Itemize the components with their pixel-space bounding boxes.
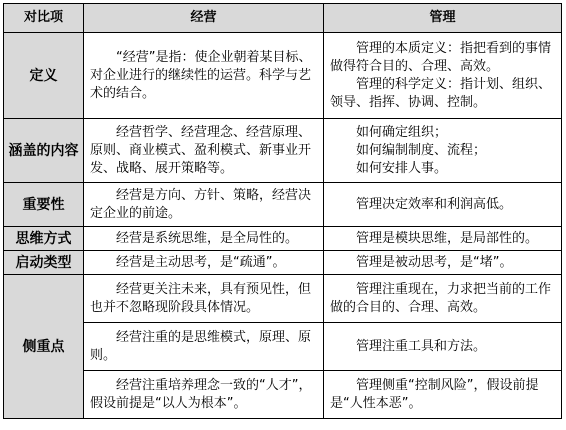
header-row [4,4,562,33]
definition-guanli-cell [324,33,562,119]
row-scope [4,119,562,183]
focus-guanli-cell: 管理侧重“控制风险”，假设前提是“人性本恶”。 [324,371,562,419]
row-focus-2 [4,323,562,371]
scope-guanli-item: 如何确定组织； [356,124,448,140]
startup-guanli-cell: 管理是被动思考，是“堵”。 [324,251,562,275]
row-label-focus: 侧重点 [4,275,84,419]
importance-guanli-cell: 管理决定效率和利润高低。 [324,183,562,227]
thinking-guanli-cell: 管理是模块思维，是局部性的。 [324,227,562,251]
row-startup [4,251,562,275]
scope-guanli-cell [324,119,562,183]
header-compare-item: 对比项 [4,4,84,33]
row-label-definition: 定义 [4,33,84,119]
row-focus-3 [4,371,562,419]
importance-jingying-cell: 经营是方向、方针、策略，经营决定企业的前途。 [84,183,324,227]
header-guanli: 管理 [324,4,562,33]
row-definition [4,33,562,119]
focus-jingying-cell: 经营更关注未来，具有预见性，但也并不忽略现阶段具体情况。 [84,275,324,323]
header-jingying: 经营 [84,4,324,33]
definition-guanli-science: 管理的科学定义：指计划、组织、领导、指挥、协调、控制。 [330,76,552,110]
focus-jingying-cell: 经营注重的是思维模式，原理、原则。 [84,323,324,371]
definition-jingying-cell: “经营”是指：使企业朝着某目标、对企业进行的继续性的运营。科学与艺术的结合。 [84,33,324,119]
definition-guanli-essence: 管理的本质定义：指把看到的事情做得符合目的、合理、高效。 [330,40,552,74]
thinking-jingying-cell: 经营是系统思维，是全局性的。 [84,227,324,251]
comparison-table [3,3,562,419]
row-label-importance: 重要性 [4,183,84,227]
scope-guanli-item: 如何编制制度、流程； [356,142,487,158]
row-focus-1 [4,275,562,323]
row-thinking [4,227,562,251]
scope-guanli-item: 如何安排人事。 [356,160,448,176]
row-label-thinking: 思维方式 [4,227,84,251]
scope-jingying-cell: 经营哲学、经营理念、经营原理、原则、商业模式、盈利模式、新事业开发、战略、展开策略等。 [84,119,324,183]
focus-guanli-cell: 管理注重现在，力求把当前的工作做的合目的、合理、高效。 [324,275,562,323]
row-importance [4,183,562,227]
focus-guanli-cell: 管理注重工具和方法。 [324,323,562,371]
row-label-scope: 涵盖的内容 [4,119,84,183]
startup-jingying-cell: 经营是主动思考，是“疏通”。 [84,251,324,275]
focus-jingying-cell: 经营注重培养理念一致的“人才”，假设前提是“以人为根本”。 [84,371,324,419]
row-label-startup: 启动类型 [4,251,84,275]
